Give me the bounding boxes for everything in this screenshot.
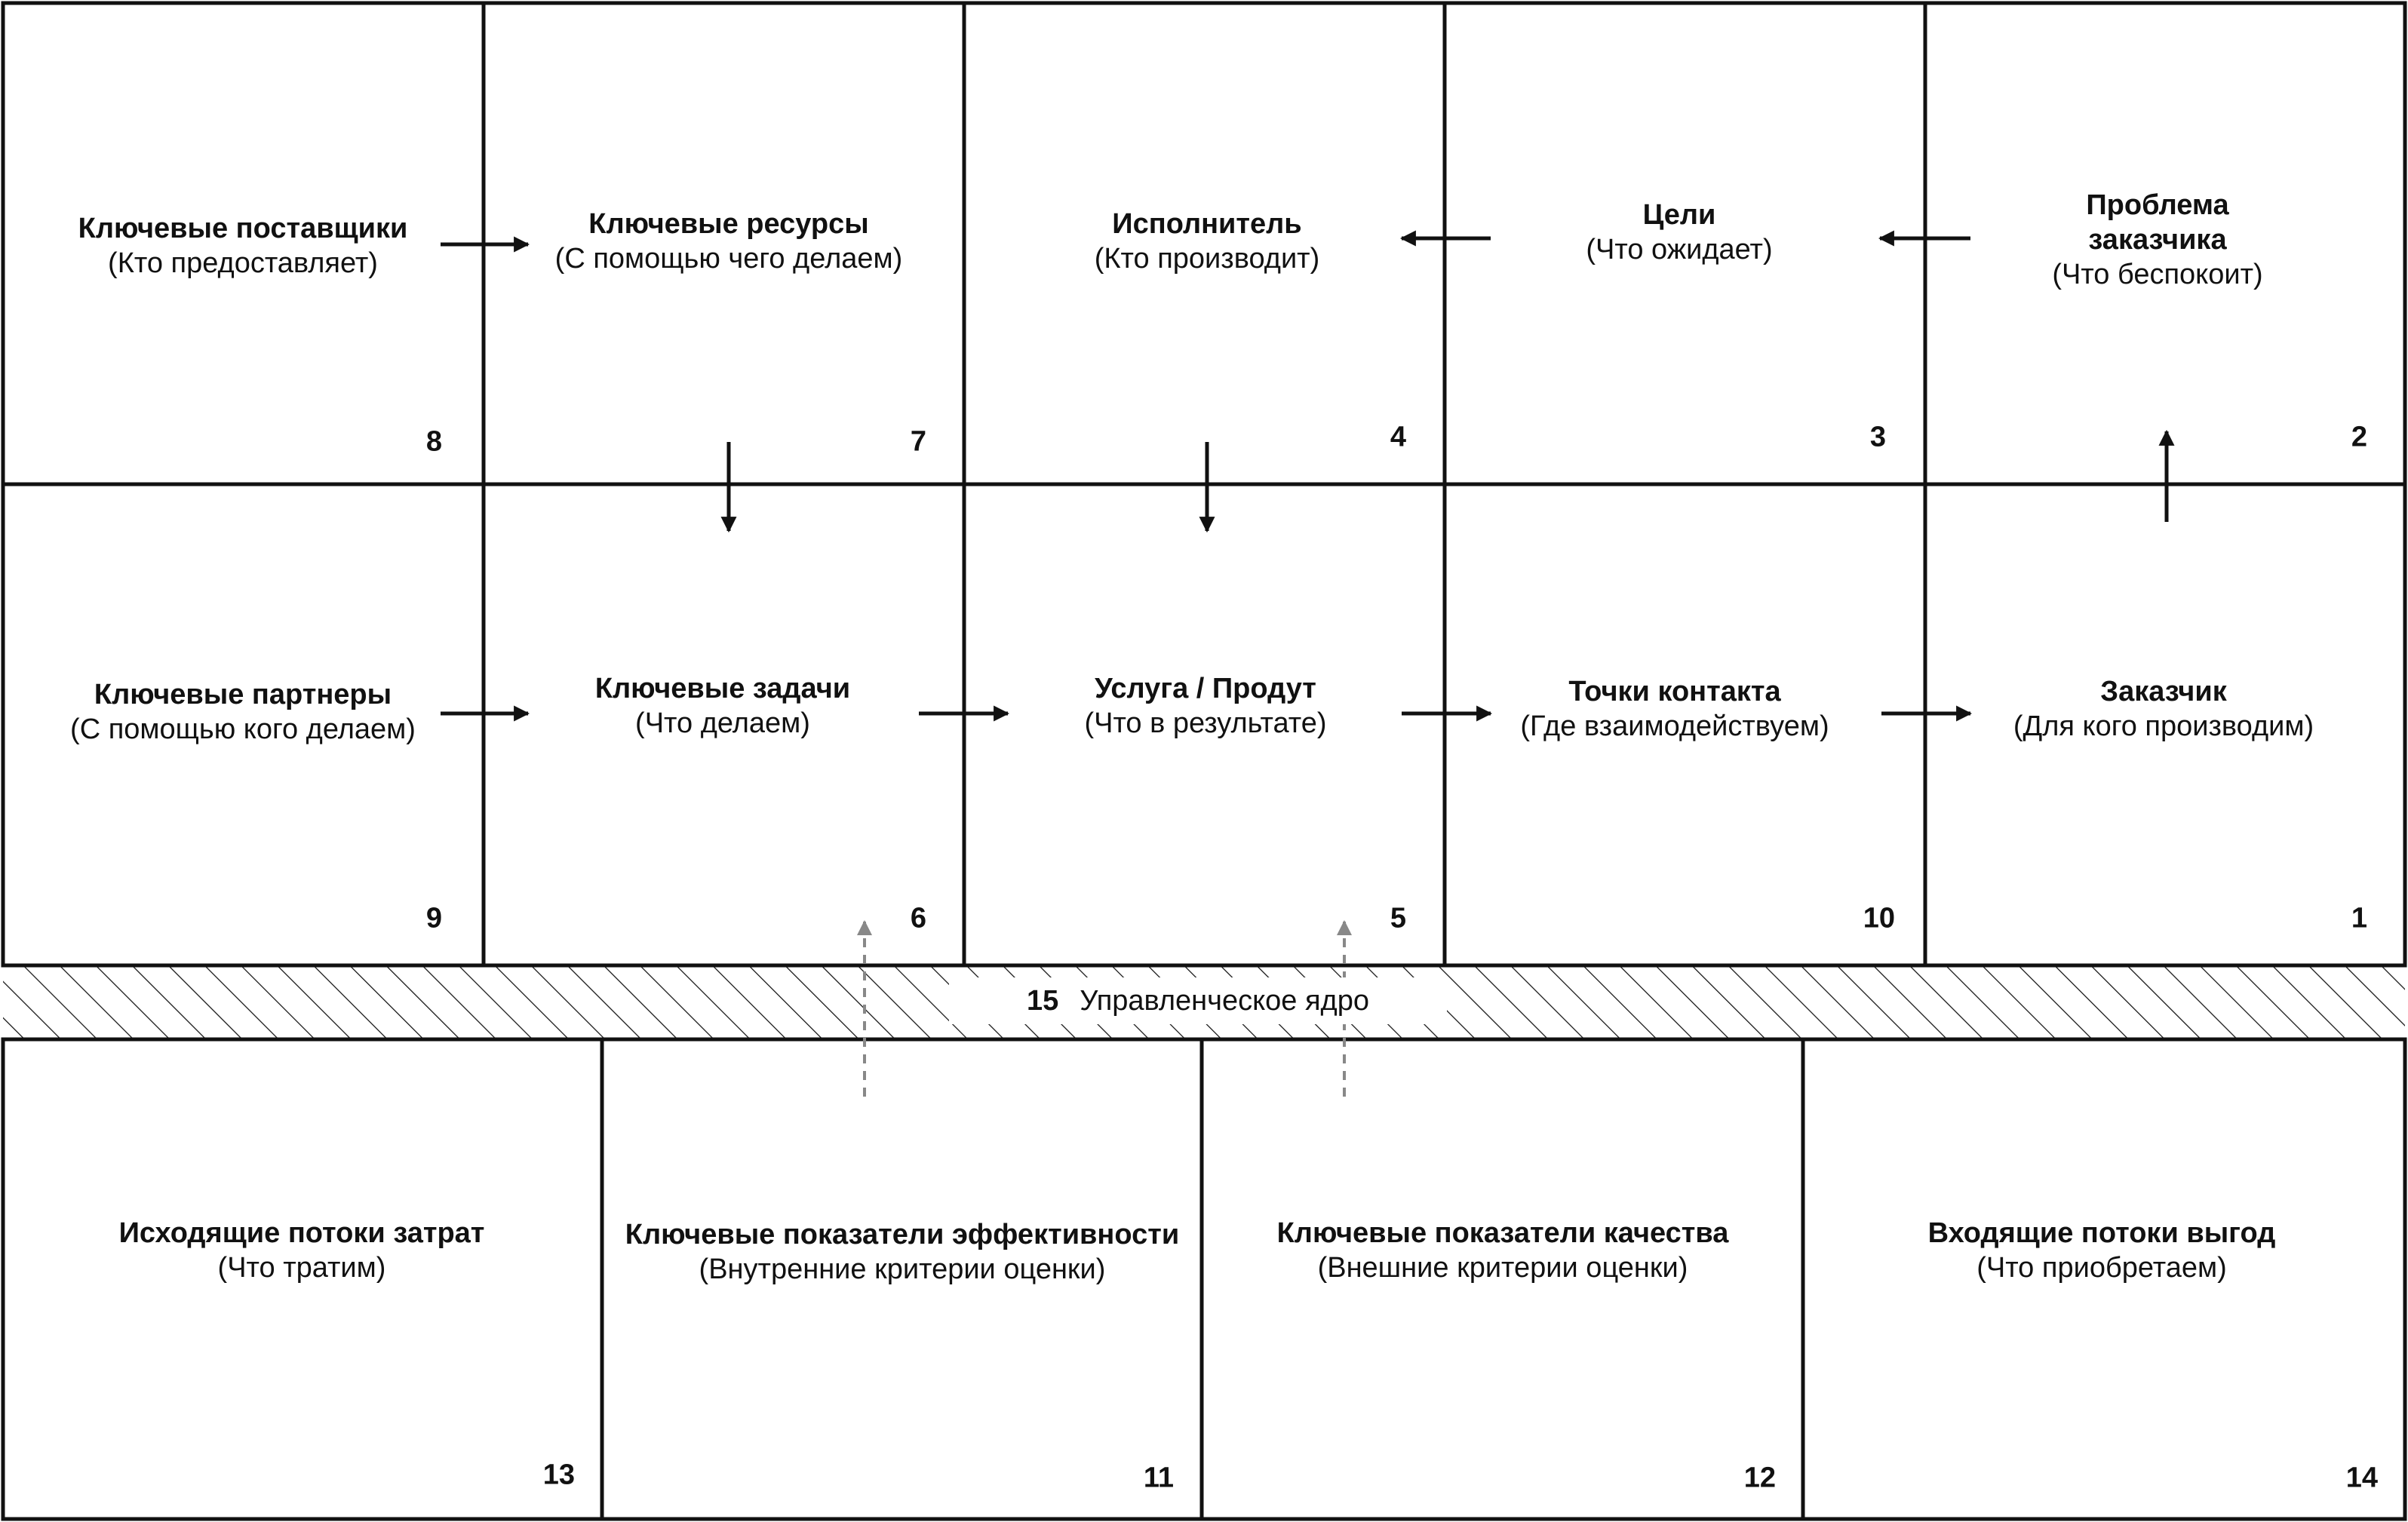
cell-subtitle: (Кто предоставляет)	[108, 247, 378, 279]
cell-number-12: 12	[1743, 1462, 1776, 1494]
cell-number-14: 14	[2345, 1462, 2378, 1494]
cell-number-9: 9	[425, 902, 442, 934]
cell-title: Проблема	[2086, 189, 2229, 221]
cell-title: Входящие потоки выгод	[1927, 1217, 2276, 1249]
cell-subtitle: (Для кого производим)	[2013, 710, 2314, 742]
cell-number-4: 4	[1390, 421, 1406, 453]
flow-arrows	[441, 238, 2167, 713]
cell-key-suppliers	[78, 211, 408, 281]
cell-subtitle: (Что делаем)	[635, 707, 810, 739]
cell-title: Услуга / Продут	[1095, 673, 1316, 704]
cell-subtitle: (Что беспокоит)	[2052, 259, 2263, 290]
cell-customer	[2013, 674, 2314, 744]
cell-title: Исходящие потоки затрат	[118, 1217, 485, 1249]
cell-key-partners	[70, 677, 416, 747]
cell-title: Цели	[1642, 199, 1716, 231]
cell-number-1: 1	[2351, 902, 2367, 934]
cell-subtitle: (Что ожидает)	[1586, 234, 1773, 265]
cell-number-10: 10	[1863, 902, 1895, 934]
cell-cost-streams	[119, 1216, 485, 1285]
cell-key-tasks	[595, 671, 850, 741]
cell-revenue-streams	[1928, 1216, 2276, 1285]
core-text: Управленческое ядро	[1080, 985, 1369, 1017]
cell-subtitle: (С помощью кого делаем)	[70, 713, 416, 745]
cell-title: Точки контакта	[1568, 676, 1781, 707]
cell-number-8: 8	[425, 425, 442, 458]
cell-number-6: 6	[910, 902, 926, 934]
cell-touch-points	[1520, 674, 1829, 744]
cell-subtitle: (С помощью чего делаем)	[554, 243, 903, 275]
cell-kqi	[1277, 1216, 1729, 1285]
cell-number-13: 13	[542, 1459, 575, 1491]
cell-goals	[1586, 198, 1772, 267]
cell-subtitle: (Внутренние критерии оценки)	[699, 1254, 1106, 1285]
cell-subtitle: (Где взаимодействуем)	[1520, 710, 1829, 742]
cell-service-product	[1084, 671, 1326, 741]
cell-number-5: 5	[1390, 902, 1406, 934]
cell-title: Ключевые задачи	[594, 673, 851, 704]
cell-title: Ключевые показатели эффективности	[625, 1219, 1180, 1250]
cell-number-11: 11	[1143, 1462, 1174, 1494]
top-grid	[3, 3, 2405, 965]
cell-subtitle: (Что приобретаем)	[1976, 1252, 2227, 1284]
cell-subtitle: (Внешние критерии оценки)	[1317, 1252, 1688, 1284]
cell-number-3: 3	[1869, 421, 1886, 453]
cell-subtitle: (Кто производит)	[1094, 243, 1320, 275]
cell-executor	[1095, 207, 1319, 276]
cell-subtitle: (Что в результате)	[1084, 707, 1327, 739]
cell-key-resources	[555, 207, 903, 276]
cell-title: Ключевые поставщики	[78, 213, 408, 244]
cell-number-7: 7	[910, 425, 926, 458]
cell-title: Ключевые показатели качества	[1276, 1217, 1729, 1249]
cell-title: Ключевые ресурсы	[588, 208, 869, 240]
management-core-label	[949, 977, 1447, 1024]
cell-kpi	[625, 1217, 1179, 1287]
cell-number-2: 2	[2351, 421, 2367, 453]
core-number: 15	[1027, 985, 1059, 1017]
cell-title: Исполнитель	[1112, 208, 1302, 240]
cell-subtitle: (Что тратим)	[217, 1252, 386, 1284]
cell-title-line2: заказчика	[2088, 224, 2227, 256]
cell-customer-problem	[2052, 188, 2262, 292]
cell-title: Ключевые партнеры	[94, 679, 392, 710]
cell-title: Заказчик	[2100, 676, 2227, 707]
